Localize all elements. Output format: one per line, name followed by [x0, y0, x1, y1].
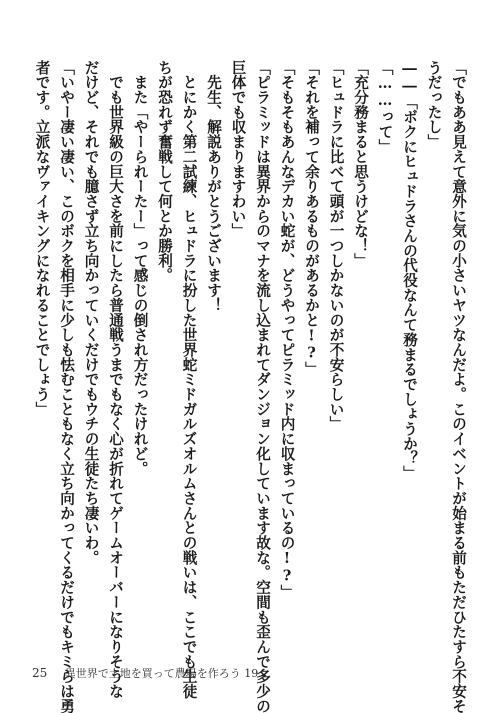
- page-footer: [32, 665, 258, 681]
- text-line: 者です。立派なヴァイキングになれることでしょう」: [33, 60, 51, 417]
- text-line: 「ヒュドラに比べて頭が一つしかないのが不安らしい」: [327, 60, 345, 432]
- text-line: うだったし」: [425, 60, 443, 150]
- text-line: ――「ボクにヒュドラさんの代役なんて務まるでしょうか？」: [401, 60, 418, 481]
- text-line: また「やーられーたー」って感じの倒され方だったけれど。: [131, 60, 149, 476]
- text-line: 「充分務まると思うけどな！」: [352, 60, 369, 268]
- text-line: だけど、それでも臆さず立ち向かっていくだけでもウチの生徒たち凄いわ。: [82, 60, 100, 565]
- page-number: 25: [32, 666, 48, 680]
- text-line: でも世界級の巨大さを前にしたら普通戦うまでもなく心が折れてゲームオーバーになりそうな: [107, 60, 124, 699]
- text-line: 「いやー凄い凄い、このボクを相手に少しも怯むこともなく立ち向かってくるだけでもキミらは勇: [58, 60, 75, 713]
- text-line: 「……って」: [376, 60, 394, 154]
- text-line: 巨体でも収まりますわい」: [229, 60, 247, 239]
- text-line: 「それを補って余りあるものがあるかと!?」: [303, 60, 320, 377]
- text-line: 先生、解説ありがとうございます！: [205, 60, 222, 313]
- text-line: 「ピラミッドは異界からのマナを流し込まれてダンジョン化しています故な。空間も歪んで多少の: [254, 60, 271, 713]
- text-line: ちが恐れず奮戦して何とか勝利。: [156, 60, 173, 283]
- text-line: とにかく第二試練、ヒュドラに扮した世界蛇ミドガルズオルムさんとの戦いは、ここでも生徒: [180, 60, 198, 699]
- book-title: 異世界で土地を買って農場を作ろう 19: [64, 667, 259, 680]
- text-line: 「でもああ見えて意外に気の小さいヤツなんだよ。このイベントが始まる前もただひたすら不安そ: [450, 60, 467, 713]
- text-line: 「そもそもあんなデカい蛇が、どうやってピラミッド内に収まっているの!?」: [278, 60, 296, 600]
